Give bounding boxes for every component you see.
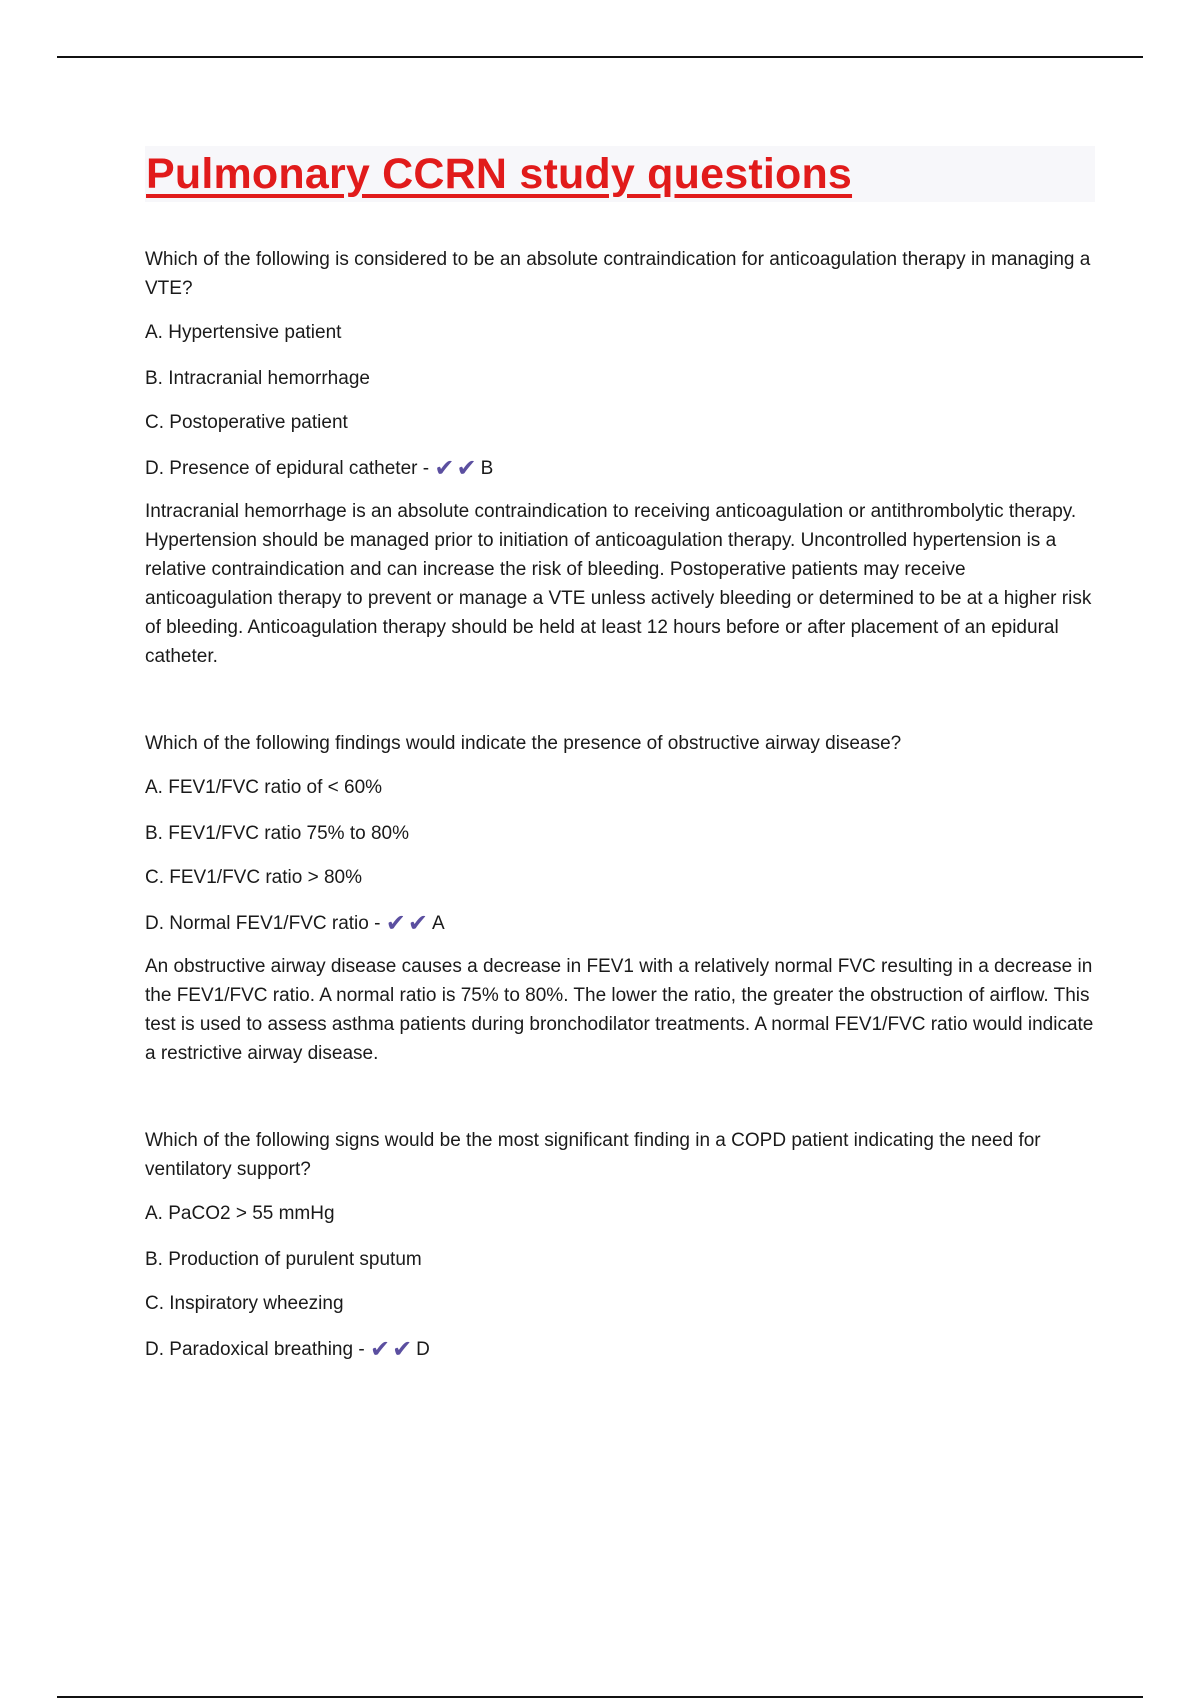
check-icon: ✔ xyxy=(369,1336,391,1363)
option-a: A. FEV1/FVC ratio of < 60% xyxy=(145,777,383,798)
option-c: C. Postoperative patient xyxy=(145,412,348,433)
question-text: Which of the following signs would be the most significant finding in a COPD patient indicating the need for ventilatory support? xyxy=(145,1130,1041,1180)
title-band xyxy=(145,146,1095,202)
page-title: Pulmonary CCRN study questions xyxy=(146,149,853,198)
option-b: B. Intracranial hemorrhage xyxy=(145,368,370,389)
answer-letter: D xyxy=(416,1339,430,1360)
answer-letter: A xyxy=(431,913,445,934)
check-icon: ✔ xyxy=(456,455,477,482)
question-text: Which of the following is considered to be an absolute contraindication for anticoagulation therapy in managing a VTE? xyxy=(145,249,1091,299)
option-b: B. FEV1/FVC ratio 75% to 80% xyxy=(145,823,410,844)
header-rule xyxy=(57,56,1143,58)
option-c: C. Inspiratory wheezing xyxy=(145,1293,344,1314)
option-d xyxy=(145,454,1095,483)
option-d-text: D. Paradoxical breathing - xyxy=(145,1339,365,1360)
option-c: C. FEV1/FVC ratio > 80% xyxy=(145,867,362,888)
check-icon: ✔ xyxy=(434,455,455,482)
option-d xyxy=(145,909,1095,938)
check-icon: ✔ xyxy=(385,910,406,937)
answer-letter: B xyxy=(480,458,494,479)
option-d-text: D. Presence of epidural catheter - xyxy=(145,458,430,479)
document-body xyxy=(145,146,1095,1364)
check-icon: ✔ xyxy=(392,1336,413,1363)
check-icon: ✔ xyxy=(407,910,428,937)
option-d xyxy=(145,1335,1095,1364)
option-b: B. Production of purulent sputum xyxy=(145,1249,422,1270)
question-block-3 xyxy=(145,1126,1095,1364)
option-a: A. PaCO2 > 55 mmHg xyxy=(145,1203,335,1224)
explanation-text: An obstructive airway disease causes a decrease in FEV1 with a relatively normal FVC resulting in a decrease in the FEV1/FVC ratio. A normal ratio is 75% to 80%. The lower the ratio, the greater the obstruction of airflow. This test is used to assess asthma patients during bronchodilator treatments. A normal FEV1/FVC ratio would indicate a restrictive airway disease. xyxy=(145,956,1094,1064)
footer-rule xyxy=(57,1696,1143,1698)
explanation-text: Intracranial hemorrhage is an absolute contraindication to receiving anticoagulation or antithrombolytic therapy. Hypertension should be managed prior to initiation of anticoagulation therapy. Uncontrolled hypertension is a relative contraindication and can increase the risk of bleeding. Postoperative patients may receive anticoagulation therapy to prevent or manage a VTE unless actively bleeding or determined to be at a higher risk of bleeding. Anticoagulation therapy should be held at least 12 hours before or after placement of an epidural catheter. xyxy=(145,501,1092,667)
question-block-2 xyxy=(145,729,1095,1068)
question-text: Which of the following findings would indicate the presence of obstructive airway disease? xyxy=(145,733,902,754)
option-d-text: D. Normal FEV1/FVC ratio - xyxy=(145,913,381,934)
option-a: A. Hypertensive patient xyxy=(145,322,342,343)
question-block-1 xyxy=(145,245,1095,671)
